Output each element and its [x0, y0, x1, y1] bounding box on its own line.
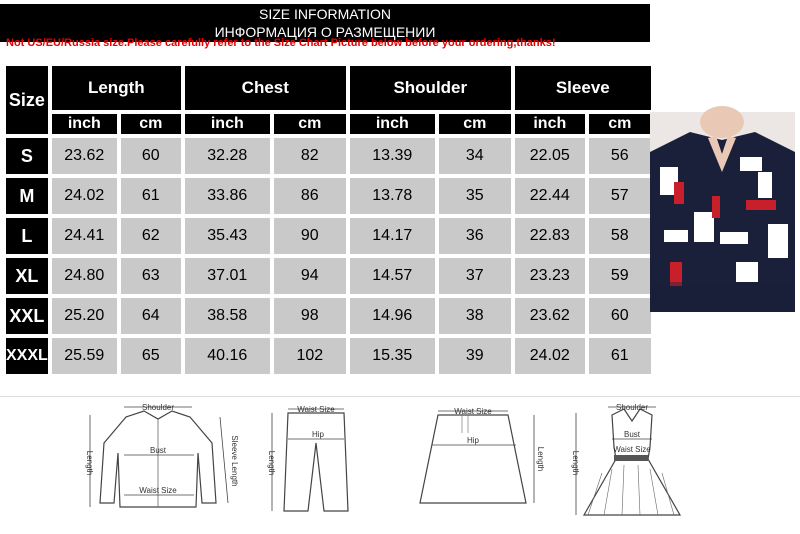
- sleeve-inch-cell: 22.44: [515, 178, 585, 214]
- shoulder-inch-cell: 14.57: [350, 258, 435, 294]
- unit-cm: cm: [439, 114, 511, 134]
- chest-cm-cell: 82: [274, 138, 346, 174]
- length-inch-cell: 25.59: [52, 338, 117, 374]
- sleeve-cm-cell: 60: [589, 298, 651, 334]
- shoulder-cm-cell: 38: [439, 298, 511, 334]
- table-row: [6, 218, 651, 254]
- shoulder-inch-cell: 13.39: [350, 138, 435, 174]
- shoulder-label: Shoulder: [615, 403, 649, 412]
- skirt-diagram: [408, 403, 548, 523]
- sleeve-cm-cell: 57: [589, 178, 651, 214]
- chest-inch-cell: 35.43: [185, 218, 270, 254]
- length-inch-cell: 25.20: [52, 298, 117, 334]
- unit-cm: cm: [121, 114, 181, 134]
- chest-inch-cell: 40.16: [185, 338, 270, 374]
- size-information-banner: [0, 4, 650, 24]
- bust-label: Bust: [623, 430, 641, 439]
- length-inch-cell: 24.80: [52, 258, 117, 294]
- length-cm-cell: 61: [121, 178, 181, 214]
- pants-diagram: [258, 403, 368, 523]
- waist-label: Waist Size: [139, 486, 177, 495]
- dress-icon: [568, 403, 698, 528]
- length-cm-cell: 62: [121, 218, 181, 254]
- unit-inch: inch: [350, 114, 435, 134]
- length-inch-cell: 23.62: [52, 138, 117, 174]
- sleeve-cm-cell: 56: [589, 138, 651, 174]
- chest-cm-cell: 98: [274, 298, 346, 334]
- chest-header: Chest: [185, 66, 346, 110]
- waist-label: Waist Size: [297, 405, 335, 414]
- length-cm-cell: 65: [121, 338, 181, 374]
- unit-cm: cm: [589, 114, 651, 134]
- shoulder-inch-cell: 14.96: [350, 298, 435, 334]
- sleeve-inch-cell: 22.05: [515, 138, 585, 174]
- length-inch-cell: 24.41: [52, 218, 117, 254]
- shoulder-inch-cell: 13.78: [350, 178, 435, 214]
- sleeve-cm-cell: 61: [589, 338, 651, 374]
- length-label: Length: [85, 450, 94, 476]
- size-label: XL: [6, 258, 48, 294]
- table-row: [6, 178, 651, 214]
- length-header: Length: [52, 66, 181, 110]
- table-row: [6, 258, 651, 294]
- length-inch-cell: 24.02: [52, 178, 117, 214]
- waist-label: Waist Size: [613, 445, 651, 454]
- length-cm-cell: 60: [121, 138, 181, 174]
- size-label: L: [6, 218, 48, 254]
- divider: [0, 396, 800, 397]
- skirt-icon: [408, 403, 548, 523]
- sleeve-header: Sleeve: [515, 66, 651, 110]
- bust-label: Bust: [149, 446, 167, 455]
- sleeve-inch-cell: 23.62: [515, 298, 585, 334]
- product-photo: [650, 112, 795, 312]
- shoulder-cm-cell: 39: [439, 338, 511, 374]
- chest-cm-cell: 94: [274, 258, 346, 294]
- hip-label: Hip: [466, 436, 480, 445]
- banner-title-ru: ИНФОРМАЦИЯ О РАЗМЕЩЕНИИ: [214, 24, 436, 40]
- blouse-image: [650, 112, 795, 312]
- sleeve-length-label: Sleeve Length: [230, 435, 239, 487]
- shoulder-inch-cell: 15.35: [350, 338, 435, 374]
- length-label: Length: [536, 446, 545, 472]
- table-row: [6, 138, 651, 174]
- sleeve-cm-cell: 58: [589, 218, 651, 254]
- banner-title-en: SIZE INFORMATION: [259, 6, 391, 22]
- table-row: [6, 298, 651, 334]
- sleeve-cm-cell: 59: [589, 258, 651, 294]
- hip-label: Hip: [311, 430, 325, 439]
- shirt-icon: [78, 403, 238, 523]
- unit-inch: inch: [52, 114, 117, 134]
- chest-inch-cell: 37.01: [185, 258, 270, 294]
- shoulder-cm-cell: 36: [439, 218, 511, 254]
- length-label: Length: [571, 450, 580, 476]
- size-label: XXXL: [6, 338, 48, 374]
- chest-inch-cell: 32.28: [185, 138, 270, 174]
- table-row: [6, 338, 651, 374]
- size-label: XXL: [6, 298, 48, 334]
- size-label: S: [6, 138, 48, 174]
- length-cm-cell: 64: [121, 298, 181, 334]
- chest-cm-cell: 102: [274, 338, 346, 374]
- sleeve-inch-cell: 24.02: [515, 338, 585, 374]
- shoulder-inch-cell: 14.17: [350, 218, 435, 254]
- chest-inch-cell: 33.86: [185, 178, 270, 214]
- size-label: M: [6, 178, 48, 214]
- shoulder-cm-cell: 35: [439, 178, 511, 214]
- length-label: Length: [267, 450, 276, 476]
- sleeve-inch-cell: 22.83: [515, 218, 585, 254]
- sleeve-inch-cell: 23.23: [515, 258, 585, 294]
- length-cm-cell: 63: [121, 258, 181, 294]
- size-notice: Not US/EU/Russia size.Please carefully refer to the Size Chart Picture below before your ordering,thanks!: [6, 37, 556, 49]
- chest-inch-cell: 38.58: [185, 298, 270, 334]
- chest-cm-cell: 86: [274, 178, 346, 214]
- unit-inch: inch: [515, 114, 585, 134]
- waist-label: Waist Size: [454, 407, 492, 416]
- unit-inch: inch: [185, 114, 270, 134]
- size-chart-table: [2, 62, 655, 378]
- shoulder-cm-cell: 37: [439, 258, 511, 294]
- size-header: Size: [6, 66, 48, 134]
- shirt-diagram: [78, 403, 238, 523]
- dress-diagram: [568, 403, 698, 528]
- pants-icon: [258, 403, 368, 523]
- shoulder-cm-cell: 34: [439, 138, 511, 174]
- shoulder-header: Shoulder: [350, 66, 511, 110]
- chest-cm-cell: 90: [274, 218, 346, 254]
- unit-cm: cm: [274, 114, 346, 134]
- shoulder-label: Shoulder: [141, 403, 175, 412]
